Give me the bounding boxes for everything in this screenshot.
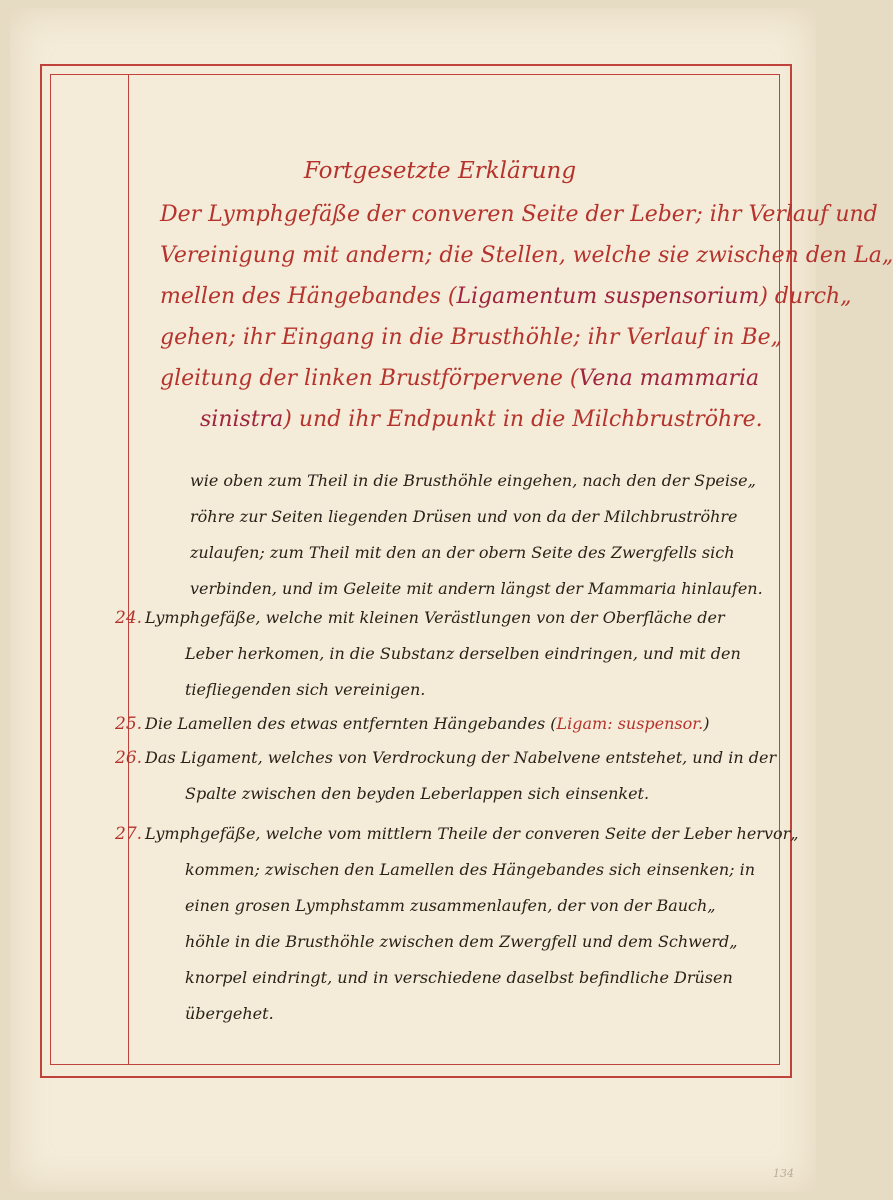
heading-line: sinistra) und ihr Endpunkt in die Milchbruströhre. <box>200 407 763 432</box>
entry-text <box>145 816 799 1032</box>
heading-line: Der Lymphgefäße der converen Seite der Leber; ihr Verlauf und <box>160 202 878 227</box>
heading-line: mellen des Hängebandes (Ligamentum suspensorium) durch„ <box>160 284 852 309</box>
text-line: kommen; zwischen den Lamellen des Hängebandes sich einsenken; in <box>185 860 756 879</box>
frame-outer <box>40 64 42 1078</box>
text-line: einen grosen Lymphstamm zusammenlaufen, der von der Bauch„ <box>185 896 716 915</box>
folio-number: 134 <box>773 1167 794 1180</box>
text-line: übergehet. <box>185 1004 274 1023</box>
entry-number: 27. <box>115 824 143 844</box>
text-line: verbinden, und im Geleite mit andern längst der Mammaria hinlaufen. <box>190 579 763 598</box>
text-line: Die Lamellen des etwas entfernten Hängebandes (Ligam: suspensor.) <box>145 714 710 733</box>
text-line: zulaufen; zum Theil mit den an der obern Seite des Zwergfells sich <box>190 543 735 562</box>
text-line: röhre zur Seiten liegenden Drüsen und von da der Milchbruströhre <box>190 507 738 526</box>
text-line: höhle in die Brusthöhle zwischen dem Zwergfell und dem Schwerd„ <box>185 932 738 951</box>
frame-inner <box>50 74 51 1065</box>
entry-text <box>145 706 710 742</box>
text-line: tiefliegenden sich vereinigen. <box>185 680 426 699</box>
manuscript-page <box>10 8 893 1192</box>
frame-inner <box>50 74 780 75</box>
entry-text <box>145 740 776 812</box>
entry-number: 25. <box>115 714 143 734</box>
entry-number: 26. <box>115 748 143 768</box>
text-line: Spalte zwischen den beyden Leberlappen sich einsenket. <box>185 784 650 803</box>
entry-text <box>145 600 741 708</box>
text-line: knorpel eindringt, und in verschiedene daselbst befindliche Drüsen <box>185 968 733 987</box>
frame-outer <box>40 64 792 66</box>
heading-line: Vereinigung mit andern; die Stellen, welche sie zwischen den La„ <box>160 243 893 268</box>
text-line: Leber herkomen, in die Substanz derselben eindringen, und mit den <box>185 644 741 663</box>
text-line: Das Ligament, welches von Verdrockung der Nabelvene entstehet, und in der <box>145 748 777 767</box>
entry-number: 24. <box>115 608 143 628</box>
margin-line <box>128 74 129 1065</box>
heading-title: Fortgesetzte Erklärung <box>303 158 577 184</box>
heading-line: gehen; ihr Eingang in die Brusthöhle; ihr Verlauf in Be„ <box>160 325 783 350</box>
text-line: Lymphgefäße, welche mit kleinen Verästlungen von der Oberfläche der <box>145 608 725 627</box>
heading-block <box>160 158 893 440</box>
text-line: Lymphgefäße, welche vom mittlern Theile der converen Seite der Leber hervor„ <box>145 824 799 843</box>
text-line: wie oben zum Theil in die Brusthöhle eingehen, nach den der Speise„ <box>190 471 756 490</box>
heading-line: gleitung der linken Brustförpervene (Vena mammaria <box>160 366 760 391</box>
frame-inner <box>50 1064 780 1065</box>
continuation-paragraph <box>190 463 763 607</box>
frame-outer <box>40 1076 792 1078</box>
